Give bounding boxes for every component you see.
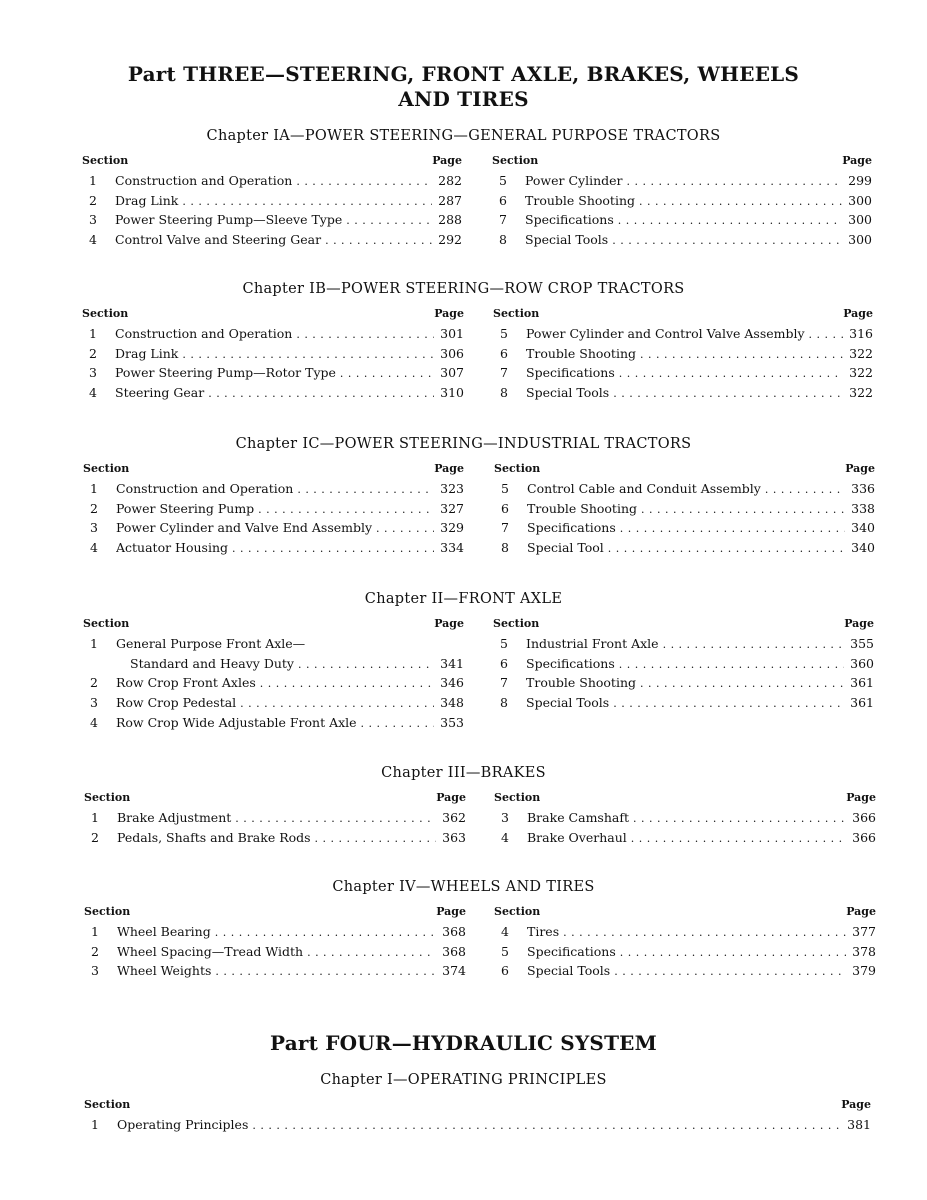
page-number: 310 bbox=[434, 383, 464, 403]
section-number: 4 bbox=[89, 385, 97, 401]
section-number: 6 bbox=[499, 192, 507, 208]
page-number: 322 bbox=[843, 344, 873, 364]
toc-entry[interactable] bbox=[84, 1115, 871, 1135]
toc-entry[interactable] bbox=[492, 191, 872, 211]
page-number: 355 bbox=[844, 634, 874, 654]
section-number: 3 bbox=[91, 963, 99, 979]
chapter-title: Chapter IC—POWER STEERING—INDUSTRIAL TRACTORS bbox=[235, 436, 692, 452]
section-number: 8 bbox=[500, 385, 508, 401]
toc-entry[interactable] bbox=[492, 171, 872, 191]
chapter-title: Chapter I—OPERATING PRINCIPLES bbox=[320, 1072, 607, 1088]
section-number: 6 bbox=[500, 345, 508, 361]
section-header: Section bbox=[493, 307, 540, 320]
section-header: Section bbox=[494, 462, 541, 475]
page-number: 361 bbox=[844, 693, 874, 713]
toc-entry[interactable] bbox=[83, 518, 464, 538]
section-header: Section bbox=[84, 791, 131, 804]
chapter-ia bbox=[0, 127, 927, 274]
section-header: Section bbox=[493, 617, 540, 630]
section-number: 5 bbox=[499, 173, 507, 188]
section-title: Drag Link . . . bbox=[115, 344, 464, 365]
page-number: 377 bbox=[846, 922, 876, 942]
page-number: 329 bbox=[434, 518, 464, 538]
toc-entry[interactable] bbox=[494, 828, 876, 848]
page-header: Page bbox=[845, 462, 875, 475]
toc-entry[interactable] bbox=[494, 942, 876, 962]
page-number: 340 bbox=[845, 538, 875, 558]
section-number: 3 bbox=[89, 212, 97, 228]
section-title: Industrial Front Axle . . . bbox=[526, 634, 874, 655]
section-number: 4 bbox=[501, 924, 509, 939]
section-number: 8 bbox=[500, 695, 508, 711]
toc-entry[interactable] bbox=[83, 634, 464, 654]
toc-entry[interactable] bbox=[494, 518, 875, 538]
page-number: 300 bbox=[842, 210, 872, 230]
left-column bbox=[83, 617, 464, 732]
page-number: 366 bbox=[846, 808, 876, 828]
section-title: Power Steering Pump—Sleeve Type . . . bbox=[115, 210, 462, 231]
page-number: 348 bbox=[434, 693, 464, 713]
toc-entry[interactable] bbox=[82, 383, 464, 403]
page-number: 368 bbox=[436, 922, 466, 942]
left-column bbox=[84, 791, 466, 847]
page-number: 322 bbox=[843, 383, 873, 403]
section-title: Operating Principles . . . bbox=[117, 1115, 871, 1136]
toc-entry[interactable] bbox=[83, 654, 464, 674]
chapter-operating-principles bbox=[0, 1071, 927, 1148]
page-number: 361 bbox=[844, 673, 874, 693]
section-number: 1 bbox=[91, 924, 99, 939]
section-title: Construction and Operation . . . bbox=[115, 171, 462, 192]
page-number: 368 bbox=[436, 942, 466, 962]
section-title: Specifications . . . bbox=[527, 942, 876, 963]
toc-entry[interactable] bbox=[82, 363, 464, 383]
section-title: General Purpose Front Axle— bbox=[116, 636, 306, 651]
section-number: 6 bbox=[501, 500, 509, 516]
page-header: Page bbox=[436, 905, 466, 918]
chapter-title: Chapter III—BRAKES bbox=[381, 765, 546, 781]
section-title: Construction and Operation . . . bbox=[115, 324, 464, 345]
section-header: Section bbox=[492, 154, 539, 167]
section-number: 2 bbox=[90, 675, 98, 691]
section-number: 2 bbox=[91, 829, 99, 845]
section-number: 3 bbox=[501, 810, 509, 825]
section-title: Trouble Shooting . . . bbox=[527, 499, 875, 520]
section-number: 3 bbox=[89, 365, 97, 381]
toc-entry[interactable] bbox=[493, 673, 874, 693]
toc-entry[interactable] bbox=[83, 538, 464, 558]
section-number: 1 bbox=[89, 173, 97, 188]
page-number: 379 bbox=[846, 961, 876, 981]
section-title: Row Crop Wide Adjustable Front Axle . . . bbox=[116, 713, 464, 734]
section-number: 6 bbox=[501, 963, 509, 979]
section-title: Drag Link . . . bbox=[115, 191, 462, 212]
section-title: Specifications . . . bbox=[525, 210, 872, 231]
page-number: 334 bbox=[434, 538, 464, 558]
toc-entry[interactable] bbox=[492, 210, 872, 230]
toc-entry[interactable] bbox=[84, 808, 466, 828]
page-header: Page bbox=[846, 791, 876, 804]
section-number: 6 bbox=[500, 655, 508, 671]
section-header: Section bbox=[84, 1098, 131, 1111]
section-title: Specifications . . . bbox=[526, 363, 873, 384]
page-header: Page bbox=[842, 154, 872, 167]
section-header: Section bbox=[494, 905, 541, 918]
page-number: 366 bbox=[846, 828, 876, 848]
section-number: 8 bbox=[499, 232, 507, 248]
toc-entry[interactable] bbox=[493, 693, 874, 713]
page-number: 306 bbox=[434, 344, 464, 364]
chapter-ib bbox=[0, 280, 927, 427]
section-title: Brake Adjustment . . . bbox=[117, 808, 466, 829]
toc-entry[interactable] bbox=[493, 324, 873, 344]
page-number: 362 bbox=[436, 808, 466, 828]
page-header: Page bbox=[436, 791, 466, 804]
page-header: Page bbox=[432, 154, 462, 167]
left-column bbox=[82, 154, 462, 250]
toc-entry[interactable] bbox=[83, 693, 464, 713]
section-title: Special Tools . . . bbox=[525, 230, 872, 251]
toc-entry[interactable] bbox=[492, 230, 872, 250]
section-number: 8 bbox=[501, 540, 509, 556]
section-number: 2 bbox=[91, 943, 99, 959]
section-title: Steering Gear . . . bbox=[115, 383, 464, 404]
section-number: 1 bbox=[91, 810, 99, 825]
page-number: 288 bbox=[432, 210, 462, 230]
chapter-title: Chapter II—FRONT AXLE bbox=[364, 591, 563, 607]
section-title: Power Cylinder and Valve End Assembly . . . bbox=[116, 518, 464, 539]
chapter-title: Chapter IB—POWER STEERING—ROW CROP TRACTORS bbox=[242, 281, 685, 297]
section-number: 3 bbox=[90, 695, 98, 711]
toc-entry[interactable] bbox=[494, 961, 876, 981]
section-title: Wheel Bearing . . . bbox=[117, 922, 466, 943]
page-number: 327 bbox=[434, 499, 464, 519]
section-title: Special Tool . . . bbox=[527, 538, 875, 559]
toc-entry[interactable] bbox=[83, 499, 464, 519]
right-column bbox=[494, 791, 876, 847]
section-title: Actuator Housing . . . bbox=[116, 538, 464, 559]
section-title: Power Steering Pump—Rotor Type . . . bbox=[115, 363, 464, 384]
toc-entry[interactable] bbox=[84, 961, 466, 981]
toc-entry[interactable] bbox=[493, 363, 873, 383]
section-header: Section bbox=[494, 791, 541, 804]
left-column bbox=[83, 462, 464, 558]
toc-entry[interactable] bbox=[84, 922, 466, 942]
section-title: Trouble Shooting . . . bbox=[525, 191, 872, 212]
section-title: Trouble Shooting . . . bbox=[526, 673, 874, 694]
section-title: Brake Camshaft . . . bbox=[527, 808, 876, 829]
page-number: 381 bbox=[841, 1115, 871, 1135]
right-column bbox=[494, 462, 875, 558]
right-column bbox=[493, 307, 873, 403]
section-number: 1 bbox=[90, 481, 98, 496]
toc-entry[interactable] bbox=[494, 479, 875, 499]
section-title: Row Crop Pedestal . . . bbox=[116, 693, 464, 714]
page-number: 341 bbox=[434, 654, 464, 674]
section-header: Section bbox=[84, 905, 131, 918]
page-number: 316 bbox=[843, 324, 873, 344]
page-number: 301 bbox=[434, 324, 464, 344]
section-title: Wheel Spacing—Tread Width . . . bbox=[117, 942, 466, 963]
section-number: 2 bbox=[90, 500, 98, 516]
page-number: 360 bbox=[844, 654, 874, 674]
toc-entry[interactable] bbox=[83, 673, 464, 693]
section-header: Section bbox=[82, 154, 129, 167]
section-number: 5 bbox=[501, 943, 509, 959]
page-number: 307 bbox=[434, 363, 464, 383]
section-number: 7 bbox=[501, 520, 509, 536]
section-number: 5 bbox=[501, 481, 509, 496]
section-number: 1 bbox=[91, 1117, 99, 1132]
page-header: Page bbox=[434, 462, 464, 475]
section-title: Special Tools . . . bbox=[526, 693, 874, 714]
toc-entry[interactable] bbox=[83, 713, 464, 733]
section-number: 2 bbox=[89, 345, 97, 361]
toc-entry[interactable] bbox=[84, 828, 466, 848]
page-number: 300 bbox=[842, 230, 872, 250]
toc-entry[interactable] bbox=[82, 171, 462, 191]
toc-entry[interactable] bbox=[494, 499, 875, 519]
page-number: 323 bbox=[434, 479, 464, 499]
section-title: Control Valve and Steering Gear . . . bbox=[115, 230, 462, 251]
section-title: Power Cylinder and Control Valve Assembly . . . bbox=[526, 324, 873, 345]
section-number: 3 bbox=[90, 520, 98, 536]
part-three-title-line2: AND TIRES bbox=[398, 87, 529, 111]
section-number: 4 bbox=[90, 714, 98, 730]
right-column bbox=[493, 617, 874, 713]
page-number: 374 bbox=[436, 961, 466, 981]
page-number: 299 bbox=[842, 171, 872, 191]
page-header: Page bbox=[846, 905, 876, 918]
section-title: Special Tools . . . bbox=[526, 383, 873, 404]
toc-entry[interactable] bbox=[493, 344, 873, 364]
section-number: 5 bbox=[500, 636, 508, 651]
page-number: 363 bbox=[436, 828, 466, 848]
part-four-title: Part FOUR—HYDRAULIC SYSTEM bbox=[270, 1031, 657, 1055]
page-number: 336 bbox=[845, 479, 875, 499]
section-title: Row Crop Front Axles . . . bbox=[116, 673, 464, 694]
chapter-iv bbox=[0, 878, 927, 1025]
toc-entry[interactable] bbox=[84, 942, 466, 962]
page-number: 282 bbox=[432, 171, 462, 191]
section-title: Specifications . . . bbox=[526, 654, 874, 675]
section-title: Standard and Heavy Duty . . . bbox=[130, 654, 464, 675]
toc-entry[interactable] bbox=[83, 479, 464, 499]
toc-entry[interactable] bbox=[82, 324, 464, 344]
toc-entry[interactable] bbox=[493, 654, 874, 674]
page-number: 353 bbox=[434, 713, 464, 733]
section-number: 4 bbox=[89, 232, 97, 248]
section-title: Special Tools . . . bbox=[527, 961, 876, 982]
toc-entry[interactable] bbox=[82, 191, 462, 211]
page-header: Page bbox=[434, 617, 464, 630]
section-number: 5 bbox=[500, 326, 508, 341]
section-title: Specifications . . . bbox=[527, 518, 875, 539]
left-column bbox=[82, 307, 464, 403]
section-number: 4 bbox=[90, 540, 98, 556]
section-header: Section bbox=[83, 462, 130, 475]
section-title: Construction and Operation . . . bbox=[116, 479, 464, 500]
section-number: 1 bbox=[89, 326, 97, 341]
section-number: 4 bbox=[501, 829, 509, 845]
left-column bbox=[84, 905, 466, 981]
section-title: Brake Overhaul . . . bbox=[527, 828, 876, 849]
right-column bbox=[492, 154, 872, 250]
section-title: Control Cable and Conduit Assembly . . . bbox=[527, 479, 875, 500]
page-number: 300 bbox=[842, 191, 872, 211]
section-number: 7 bbox=[500, 365, 508, 381]
section-title: Pedals, Shafts and Brake Rods . . . bbox=[117, 828, 466, 849]
toc-entry[interactable] bbox=[82, 230, 462, 250]
page-header: Page bbox=[843, 307, 873, 320]
toc-entry[interactable] bbox=[494, 808, 876, 828]
section-title: Power Cylinder . . . bbox=[525, 171, 872, 192]
toc-entry[interactable] bbox=[493, 383, 873, 403]
page-number: 292 bbox=[432, 230, 462, 250]
toc-entry[interactable] bbox=[493, 634, 874, 654]
chapter-title: Chapter IV—WHEELS AND TIRES bbox=[332, 879, 595, 895]
full-column bbox=[84, 1098, 871, 1135]
page-header: Page bbox=[844, 617, 874, 630]
section-number: 2 bbox=[89, 192, 97, 208]
section-title: Power Steering Pump . . . bbox=[116, 499, 464, 520]
page-number: 287 bbox=[432, 191, 462, 211]
section-title: Tires . . . bbox=[527, 922, 876, 943]
page-header: Page bbox=[841, 1098, 871, 1111]
section-header: Section bbox=[83, 617, 130, 630]
chapter-title: Chapter IA—POWER STEERING—GENERAL PURPOSE TRACTORS bbox=[206, 128, 721, 144]
section-title: Wheel Weights . . . bbox=[117, 961, 466, 982]
part-three-title bbox=[0, 62, 927, 112]
toc-entry[interactable] bbox=[494, 538, 875, 558]
page-number: 338 bbox=[845, 499, 875, 519]
chapter-ic bbox=[0, 435, 927, 582]
chapter-ii bbox=[0, 590, 927, 737]
section-number: 7 bbox=[499, 212, 507, 228]
page-number: 322 bbox=[843, 363, 873, 383]
part-three-title-line1: Part THREE—STEERING, FRONT AXLE, BRAKES, WHEELS bbox=[127, 62, 800, 86]
toc-entry[interactable] bbox=[494, 922, 876, 942]
page-number: 340 bbox=[845, 518, 875, 538]
section-number: 7 bbox=[500, 675, 508, 691]
page-number: 378 bbox=[846, 942, 876, 962]
section-title: Trouble Shooting . . . bbox=[526, 344, 873, 365]
right-column bbox=[494, 905, 876, 981]
section-header: Section bbox=[82, 307, 129, 320]
page-number: 346 bbox=[434, 673, 464, 693]
page-header: Page bbox=[434, 307, 464, 320]
toc-entry[interactable] bbox=[82, 210, 462, 230]
toc-entry[interactable] bbox=[82, 344, 464, 364]
section-number: 1 bbox=[90, 636, 98, 651]
